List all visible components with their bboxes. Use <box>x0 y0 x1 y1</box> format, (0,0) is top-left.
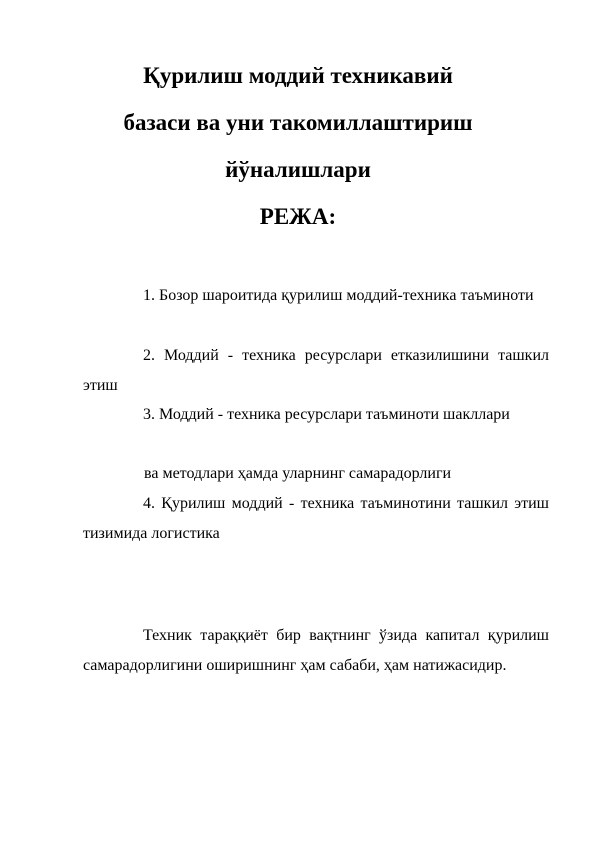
plan-heading: РЕЖА: <box>259 204 337 229</box>
plan-item-1: 1. Бозор шароитида қурилиш моддий-техника таъминоти <box>143 287 534 304</box>
title-line-2: базаси ва уни такомиллаштириш <box>123 110 473 135</box>
plan-item-4: 4. Қурилиш моддий - техника таъминотини ташкил этиш тизимида логистика <box>83 495 549 542</box>
title-line-1: Қурилиш моддий техникавий <box>143 63 453 88</box>
plan-item-3-continuation: ва методлари ҳамда уларнинг самарадорлиги <box>144 465 452 482</box>
body-paragraph: Техник тараққиёт бир вақтнинг ўзида капитал қурилиш самарадорлигини оширишнинг ҳам сабаби, ҳам натижасидир. <box>83 627 549 674</box>
plan-item-3: 3. Моддий - техника ресурслари таъминоти шакллари <box>143 406 510 423</box>
title-line-3: йўналишлари <box>225 157 371 182</box>
plan-item-2: 2. Моддий - техника ресурслари етказилишини ташкил этиш <box>83 347 549 394</box>
